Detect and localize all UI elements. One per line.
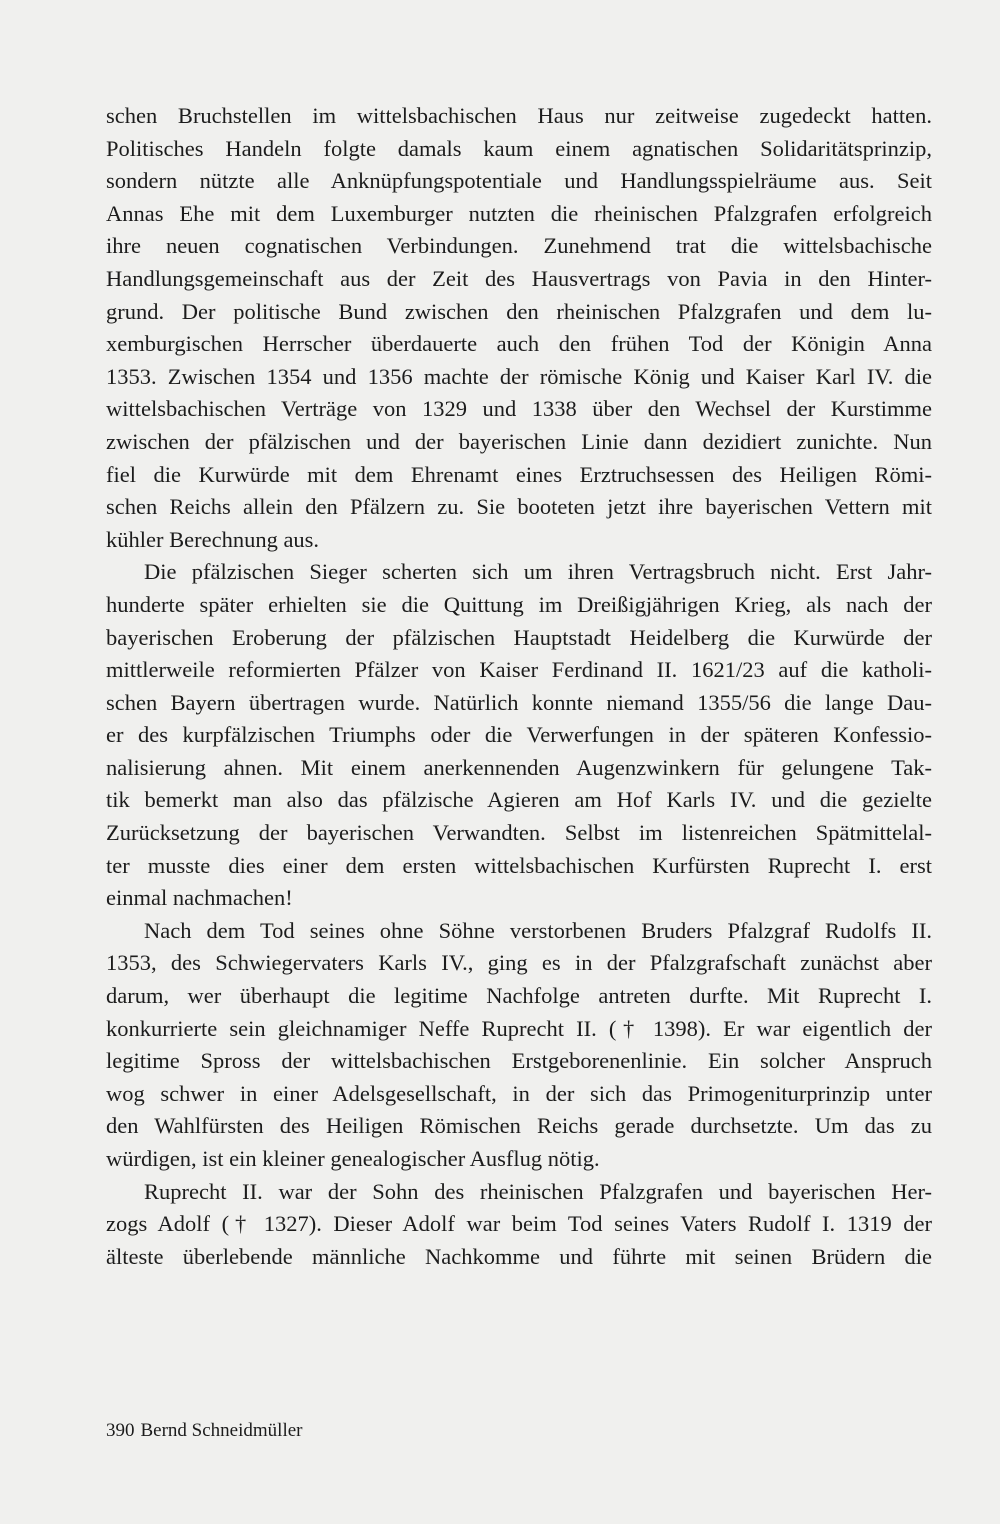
text-line: wog schwer in einer Adelsgesellschaft, in der sich das Primogeniturprinzip unter: [106, 1080, 932, 1106]
text-line: fiel die Kurwürde mit dem Ehrenamt eines Erztruchsessen des Heiligen Römi-: [106, 461, 932, 487]
text-line: wittelsbachischen Verträge von 1329 und 1338 über den Wechsel der Kurstimme: [106, 396, 932, 422]
text-line: grund. Der politische Bund zwischen den rheinischen Pfalzgrafen und dem lu-: [106, 298, 932, 324]
text-line: legitime Spross der wittelsbachischen Erstgeborenenlinie. Ein solcher Anspruch: [106, 1048, 932, 1074]
text-line: bayerischen Eroberung der pfälzischen Hauptstadt Heidelberg die Kurwürde der: [106, 624, 932, 650]
text-line: xemburgischen Herrscher überdauerte auch den frühen Tod der Königin Anna: [106, 331, 932, 357]
text-line: schen Bayern übertragen wurde. Natürlich konnte niemand 1355/56 die lange Dau-: [106, 689, 932, 715]
text-line: er des kurpfälzischen Triumphs oder die Verwerfungen in der späteren Konfessio-: [106, 722, 932, 748]
text-line: 1353, des Schwiegervaters Karls IV., ging es in der Pfalzgrafschaft zunächst aber: [106, 950, 932, 976]
text-line: ihre neuen cognatischen Verbindungen. Zunehmend trat die wittelsbachische: [106, 233, 932, 259]
text-line: 1353. Zwischen 1354 und 1356 machte der römische König und Kaiser Karl IV. die: [106, 363, 932, 389]
text-line: Politisches Handeln folgte damals kaum einem agnatischen Solidaritätsprinzip,: [106, 135, 932, 161]
text-line: kühler Berechnung aus.: [106, 526, 320, 552]
paragraph-4: [106, 1176, 932, 1274]
text-line: Nach dem Tod seines ohne Söhne verstorbenen Bruders Pfalzgraf Rudolfs II.: [144, 917, 932, 943]
text-line: Handlungsgemeinschaft aus der Zeit des Hausvertrags von Pavia in den Hinter-: [106, 265, 932, 291]
text-line: mittlerweile reformierten Pfälzer von Kaiser Ferdinand II. 1621/23 auf die katholi-: [106, 657, 932, 683]
running-footer-author: Bernd Schneidmüller: [140, 1420, 303, 1441]
text-line: sondern nützte alle Anknüpfungspotentiale und Handlungsspielräume aus. Seit: [106, 168, 932, 194]
text-line: konkurrierte sein gleichnamiger Neffe Ruprecht II. († 1398). Er war eigentlich der: [106, 1015, 932, 1041]
paragraph-1: [106, 100, 932, 556]
text-line: darum, wer überhaupt die legitime Nachfolge antreten durfte. Mit Ruprecht I.: [106, 983, 932, 1009]
page-number: 390: [106, 1420, 135, 1441]
text-line: zwischen der pfälzischen und der bayerischen Linie dann dezidiert zunichte. Nun: [106, 428, 932, 454]
text-line: nalisierung ahnen. Mit einem anerkennenden Augenzwinkern für gelungene Tak-: [106, 754, 932, 780]
text-line: älteste überlebende männliche Nachkomme und führte mit seinen Brüdern die: [106, 1243, 932, 1269]
text-line: schen Bruchstellen im wittelsbachischen Haus nur zeitweise zugedeckt hatten.: [106, 103, 932, 128]
text-line: Ruprecht II. war der Sohn des rheinischen Pfalzgrafen und bayerischen Her-: [144, 1178, 932, 1204]
text-line: tik bemerkt man also das pfälzische Agieren am Hof Karls IV. und die gezielte: [106, 787, 932, 813]
page-footer: [106, 1418, 303, 1444]
body-text: [106, 100, 932, 1273]
text-line: Annas Ehe mit dem Luxemburger nutzten die rheinischen Pfalzgrafen erfolgreich: [106, 200, 932, 226]
text-line: schen Reichs allein den Pfälzern zu. Sie booteten jetzt ihre bayerischen Vettern mit: [106, 494, 932, 520]
text-line: den Wahlfürsten des Heiligen Römischen Reichs gerade durchsetzte. Um das zu: [106, 1113, 932, 1139]
paragraph-2: [106, 556, 932, 915]
paragraph-3: [106, 915, 932, 1176]
text-line: Die pfälzischen Sieger scherten sich um ihren Vertragsbruch nicht. Erst Jahr-: [144, 559, 932, 585]
text-line: hunderte später erhielten sie die Quittung im Dreißigjährigen Krieg, als nach der: [106, 591, 932, 617]
text-line: Zurücksetzung der bayerischen Verwandten. Selbst im listenreichen Spätmittelal-: [106, 820, 932, 846]
text-line: würdigen, ist ein kleiner genealogischer Ausflug nötig.: [106, 1146, 600, 1171]
text-line: ter musste dies einer dem ersten wittelsbachischen Kurfürsten Ruprecht I. erst: [106, 852, 932, 878]
text-line: einmal nachmachen!: [106, 885, 293, 911]
text-line: zogs Adolf († 1327). Dieser Adolf war beim Tod seines Vaters Rudolf I. 1319 der: [106, 1211, 932, 1237]
